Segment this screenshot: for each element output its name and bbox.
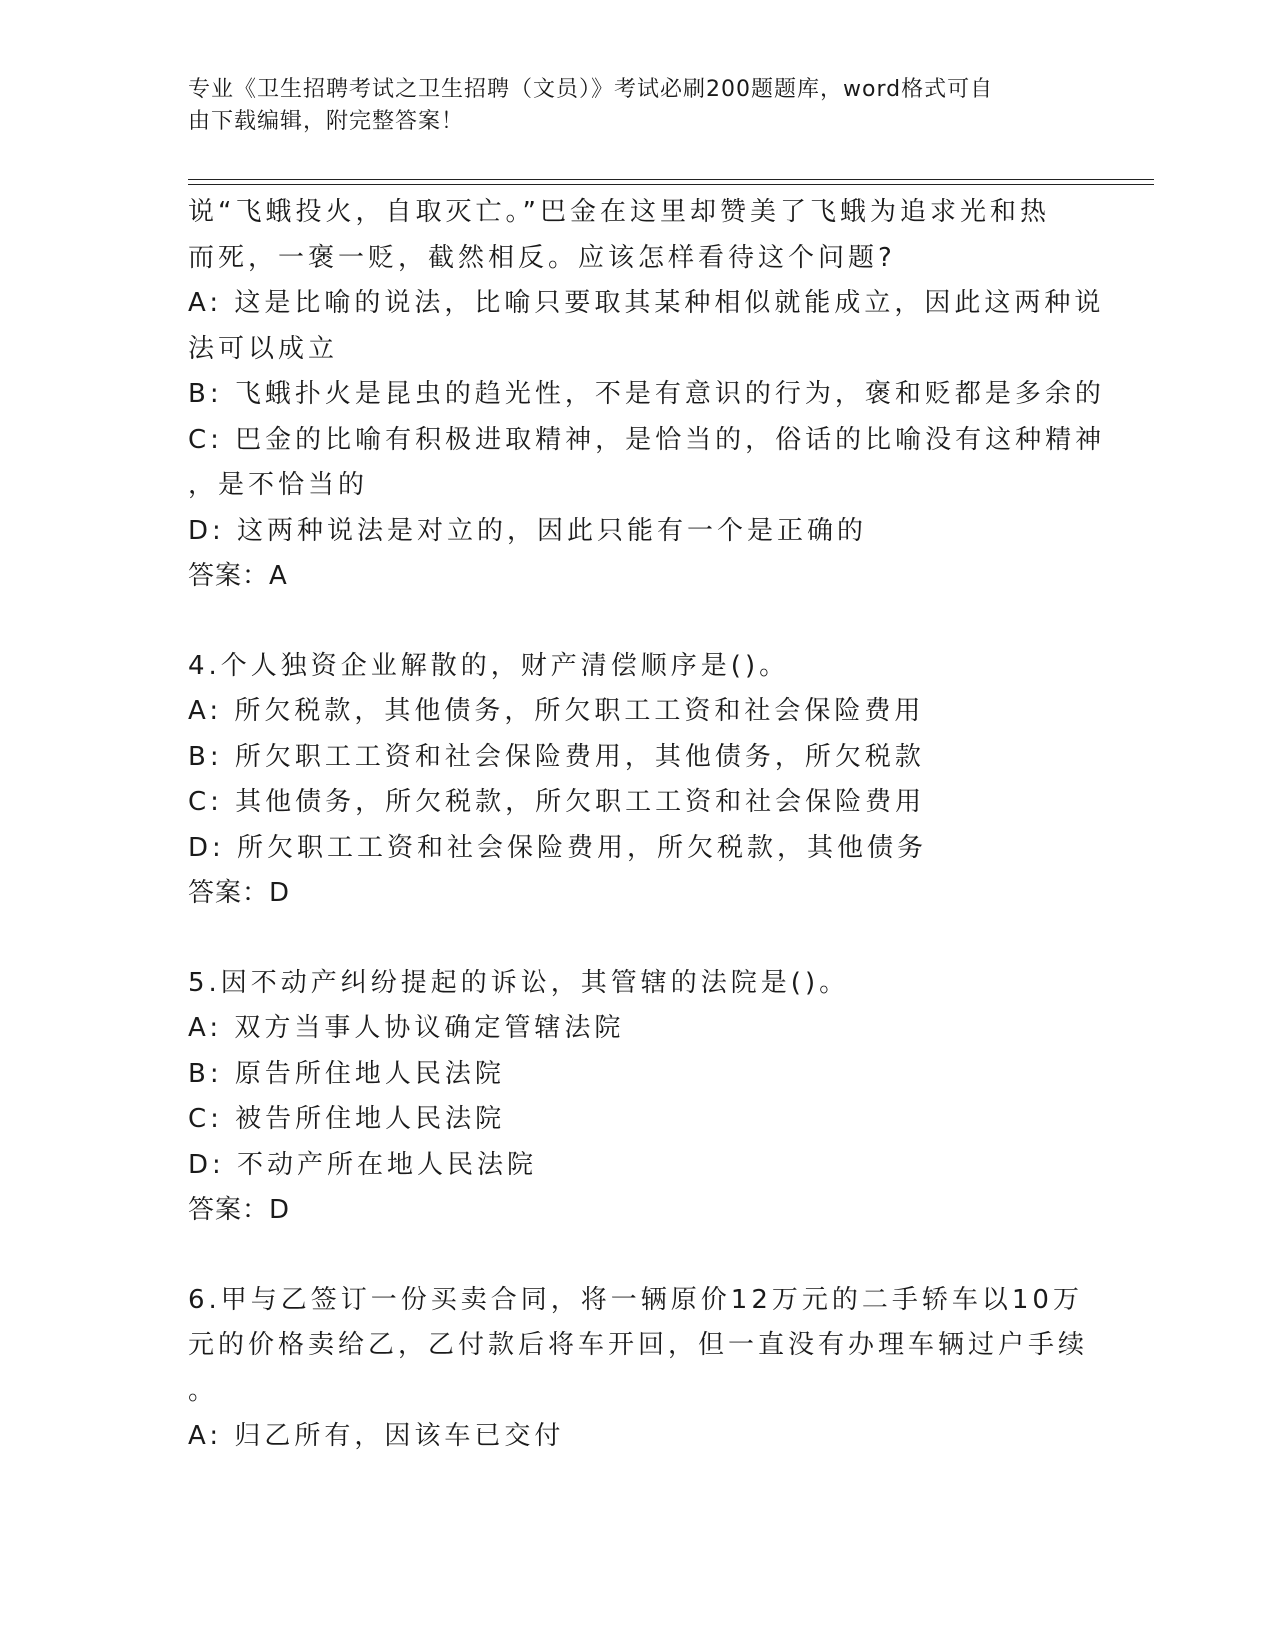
- option-d: D: 不动产所在地人民法院: [188, 1149, 538, 1180]
- spacer: [188, 600, 1088, 644]
- option-d: D: 所欠职工工资和社会保险费用，所欠税款，其他债务: [188, 832, 928, 863]
- option-b: B: 飞蛾扑火是昆虫的趋光性，不是有意识的行为，褒和贬都是多余的: [188, 379, 1105, 409]
- question-3: [188, 190, 1106, 600]
- question-6: [188, 1278, 1088, 1460]
- option-d: D: 这两种说法是对立的，因此只能有一个是正确的: [188, 515, 868, 546]
- document-header: [188, 74, 1088, 138]
- option-a: A: 归乙所有，因该车已交付: [188, 1421, 565, 1451]
- option-c: C: 被告所住地人民法院: [188, 1104, 506, 1134]
- header-divider-top: [188, 179, 1154, 180]
- question-stem-line: 6.甲与乙签订一份买卖合同，将一辆原价12万元的二手轿车以10万: [188, 1284, 1083, 1315]
- question-5: [188, 961, 1088, 1234]
- answer: 答案：A: [188, 561, 288, 591]
- header-divider-bottom: [188, 184, 1154, 185]
- answer: 答案：D: [188, 1195, 291, 1225]
- spacer: [188, 917, 1088, 961]
- question-stem: 5.因不动产纠纷提起的诉讼，其管辖的法院是()。: [188, 967, 850, 998]
- header-line-1: 专业《卫生招聘考试之卫生招聘（文员）》考试必刷200题题库，word格式可自: [188, 77, 994, 102]
- question-stem: 4.个人独资企业解散的，财产清偿顺序是()。: [188, 650, 790, 681]
- answer: 答案：D: [188, 878, 291, 908]
- option-a: A: 所欠税款，其他债务，所欠职工工资和社会保险费用: [188, 696, 925, 726]
- question-list: [188, 190, 1106, 1460]
- question-stem-line: 元的价格卖给乙，乙付款后将车开回，但一直没有办理车辆过户手续: [188, 1330, 1089, 1360]
- option-b: B: 所欠职工工资和社会保险费用，其他债务，所欠税款: [188, 741, 925, 772]
- question-stem-line: 说“飞蛾投火，自取灭亡。”巴金在这里却赞美了飞蛾为追求光和热: [188, 197, 1050, 227]
- option-a-continued: 法可以成立: [188, 333, 339, 364]
- question-stem-line: 而死，一褒一贬，截然相反。应该怎样看待这个问题?: [188, 242, 896, 273]
- question-stem-line: 。: [188, 1375, 219, 1406]
- option-a: A: 这是比喻的说法，比喻只要取其某种相似就能成立，因此这两种说: [188, 288, 1105, 318]
- header-line-2: 由下载编辑，附完整答案！: [188, 109, 465, 134]
- option-c-continued: ，是不恰当的: [188, 470, 369, 500]
- spacer: [188, 1234, 1088, 1278]
- question-4: [188, 644, 1088, 917]
- option-c: C: 巴金的比喻有积极进取精神，是恰当的，俗话的比喻没有这种精神: [188, 424, 1106, 455]
- option-b: B: 原告所住地人民法院: [188, 1058, 505, 1089]
- option-a: A: 双方当事人协议确定管辖法院: [188, 1013, 625, 1043]
- option-c: C: 其他债务，所欠税款，所欠职工工资和社会保险费用: [188, 787, 926, 817]
